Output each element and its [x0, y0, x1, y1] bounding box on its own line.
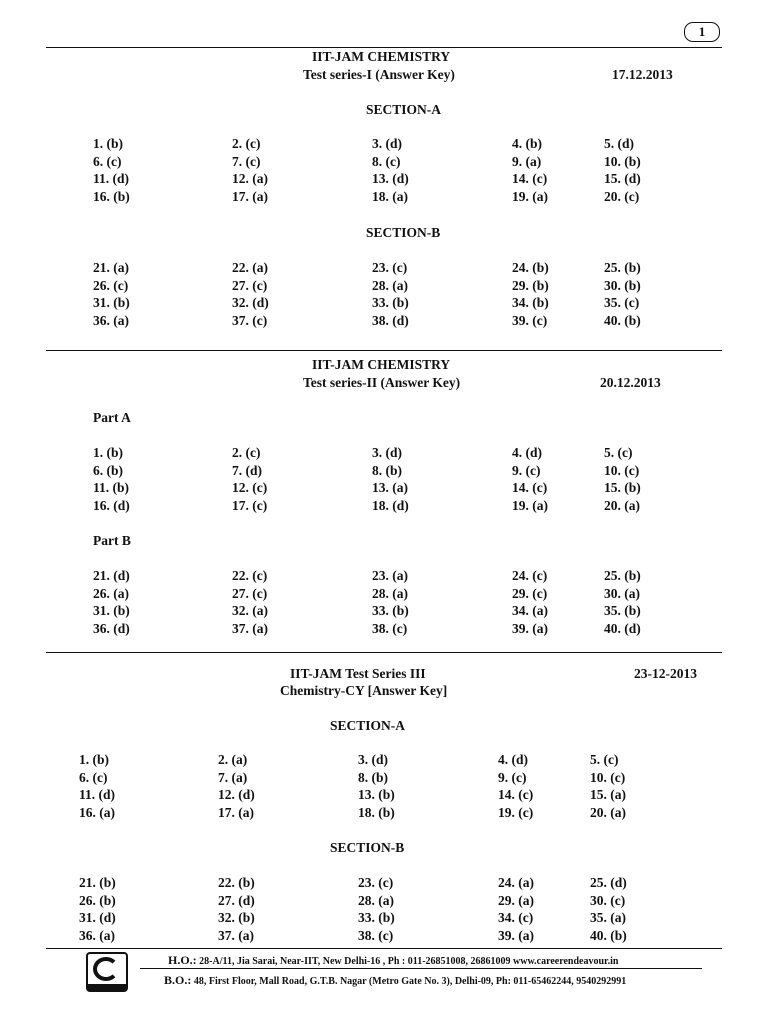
answer-cell: 5. (d): [604, 136, 634, 151]
answer-cell: 25. (b): [604, 568, 641, 583]
answer-cell: 17. (a): [218, 804, 254, 820]
answer-cell: 7. (d): [232, 462, 262, 478]
answer-cell: 40. (b): [590, 927, 627, 943]
answer-cell: 7. (c): [232, 153, 261, 169]
answer-cell: 2. (c): [232, 445, 261, 460]
answer-cell: 10. (c): [604, 462, 640, 478]
answer-cell: 22. (c): [232, 568, 268, 583]
answer-cell: 1. (b): [79, 752, 109, 767]
answer-cell: 13. (a): [372, 480, 408, 495]
block3-title: IIT-JAM Test Series III: [290, 666, 426, 681]
answer-cell: 3. (d): [372, 136, 402, 151]
block3-date: 23-12-2013: [634, 666, 697, 681]
page-number: 1: [684, 22, 720, 42]
answer-cell: 16. (d): [93, 497, 130, 513]
block2-title: IIT-JAM CHEMISTRY: [312, 357, 451, 372]
footer-bo-label: B.O.:: [164, 973, 192, 987]
block1-section-b-label: SECTION-B: [366, 225, 441, 240]
answer-cell: 13. (b): [358, 787, 395, 802]
footer-ho-label: H.O.:: [168, 953, 197, 967]
answer-cell: 26. (a): [93, 585, 129, 601]
answer-cell: 14. (c): [512, 171, 548, 186]
answer-cell: 2. (a): [218, 752, 248, 767]
answer-cell: 34. (a): [512, 603, 548, 618]
answer-cell: 27. (c): [232, 277, 268, 293]
answer-cell: 15. (d): [604, 171, 641, 186]
answer-cell: 11. (d): [79, 787, 116, 802]
answer-cell: 30. (b): [604, 277, 641, 293]
answer-cell: 39. (c): [512, 312, 548, 328]
answer-cell: 11. (b): [93, 480, 130, 495]
divider: [46, 652, 722, 653]
answer-cell: 31. (d): [79, 910, 116, 925]
answer-cell: 25. (d): [590, 875, 627, 890]
answer-cell: 37. (a): [232, 620, 268, 636]
answer-cell: 6. (b): [93, 462, 123, 478]
answer-cell: 28. (a): [358, 892, 394, 908]
answer-cell: 38. (d): [372, 312, 409, 328]
answer-cell: 33. (b): [372, 603, 409, 618]
answer-cell: 27. (d): [218, 892, 255, 908]
answer-cell: 34. (c): [498, 910, 534, 925]
answer-cell: 29. (a): [498, 892, 534, 908]
answer-cell: 6. (c): [79, 769, 108, 785]
answer-cell: 34. (b): [512, 295, 549, 310]
answer-cell: 18. (a): [372, 188, 408, 204]
block2-part-a-label: Part A: [93, 410, 131, 425]
answer-cell: 16. (b): [93, 188, 130, 204]
answer-cell: 17. (c): [232, 497, 268, 513]
answer-cell: 19. (a): [512, 497, 548, 513]
block1-subtitle: Test series-I (Answer Key): [303, 67, 455, 82]
answer-cell: 31. (b): [93, 295, 130, 310]
answer-cell: 22. (b): [218, 875, 255, 890]
block2-subtitle: Test series-II (Answer Key): [303, 375, 461, 390]
answer-cell: 37. (a): [218, 927, 254, 943]
answer-cell: 14. (c): [498, 787, 534, 802]
block1-title: IIT-JAM CHEMISTRY: [312, 49, 451, 64]
answer-cell: 19. (c): [498, 804, 534, 820]
answer-cell: 36. (a): [79, 927, 115, 943]
answer-cell: 14. (c): [512, 480, 548, 495]
divider: [46, 350, 722, 351]
answer-cell: 29. (c): [512, 585, 548, 601]
answer-cell: 12. (a): [232, 171, 268, 186]
answer-cell: 24. (b): [512, 260, 549, 275]
answer-cell: 6. (c): [93, 153, 122, 169]
answer-cell: 3. (d): [372, 445, 402, 460]
answer-cell: 31. (b): [93, 603, 130, 618]
divider: [46, 47, 722, 48]
answer-cell: 11. (d): [93, 171, 130, 186]
block1-section-a-label: SECTION-A: [366, 102, 442, 117]
footer-divider: [46, 948, 722, 949]
answer-cell: 18. (b): [358, 804, 395, 820]
answer-cell: 16. (a): [79, 804, 115, 820]
answer-cell: 20. (a): [604, 497, 640, 513]
answer-cell: 26. (c): [93, 277, 129, 293]
answer-cell: 23. (a): [372, 568, 408, 583]
answer-cell: 4. (d): [498, 752, 528, 767]
answer-cell: 4. (b): [512, 136, 542, 151]
answer-cell: 33. (b): [358, 910, 395, 925]
answer-cell: 36. (a): [93, 312, 129, 328]
answer-cell: 15. (b): [604, 480, 641, 495]
answer-cell: 38. (c): [372, 620, 408, 636]
answer-cell: 30. (c): [590, 892, 626, 908]
answer-cell: 4. (d): [512, 445, 542, 460]
answer-cell: 21. (d): [93, 568, 130, 583]
answer-cell: 20. (c): [604, 188, 640, 204]
answer-cell: 32. (d): [232, 295, 269, 310]
block1-date: 17.12.2013: [612, 67, 673, 82]
answer-cell: 10. (c): [590, 769, 626, 785]
answer-cell: 35. (a): [590, 910, 626, 925]
answer-cell: 8. (b): [372, 462, 402, 478]
answer-cell: 33. (b): [372, 295, 409, 310]
answer-cell: 9. (c): [498, 769, 527, 785]
answer-cell: 35. (c): [604, 295, 640, 310]
answer-cell: 18. (d): [372, 497, 409, 513]
answer-cell: 26. (b): [79, 892, 116, 908]
answer-cell: 2. (c): [232, 136, 261, 151]
answer-cell: 5. (c): [604, 445, 633, 460]
answer-cell: 8. (b): [358, 769, 388, 785]
footer-head-office: [168, 953, 618, 968]
block3-subtitle: Chemistry-CY [Answer Key]: [280, 683, 448, 698]
block2-part-b-label: Part B: [93, 533, 131, 548]
answer-cell: 40. (d): [604, 620, 641, 636]
block3-section-b-label: SECTION-B: [330, 840, 405, 855]
answer-cell: 9. (a): [512, 153, 542, 169]
answer-cell: 25. (b): [604, 260, 641, 275]
answer-cell: 27. (c): [232, 585, 268, 601]
answer-cell: 1. (b): [93, 136, 123, 151]
answer-cell: 21. (b): [79, 875, 116, 890]
answer-cell: 10. (b): [604, 153, 641, 169]
answer-cell: 20. (a): [590, 804, 626, 820]
answer-cell: 39. (a): [512, 620, 548, 636]
footer-inner-divider: [140, 968, 702, 969]
answer-cell: 23. (c): [372, 260, 408, 275]
answer-cell: 1. (b): [93, 445, 123, 460]
block3-section-a-label: SECTION-A: [330, 718, 406, 733]
answer-cell: 39. (a): [498, 927, 534, 943]
footer-ho-text: 28-A/11, Jia Sarai, Near-IIT, New Delhi-16 , Ph : 011-26851008, 26861009 www.careerendeavour.in: [199, 956, 619, 967]
answer-cell: 32. (a): [232, 603, 268, 618]
answer-cell: 24. (c): [512, 568, 548, 583]
answer-cell: 30. (a): [604, 585, 640, 601]
answer-cell: 7. (a): [218, 769, 248, 785]
footer-branch-office: [164, 973, 626, 988]
answer-cell: 29. (b): [512, 277, 549, 293]
footer-bo-text: 48, First Floor, Mall Road, G.T.B. Nagar (Metro Gate No. 3), Delhi-09, Ph: 011-65462244, 9540292991: [193, 976, 627, 987]
answer-cell: 28. (a): [372, 585, 408, 601]
answer-cell: 23. (c): [358, 875, 394, 890]
answer-cell: 12. (d): [218, 787, 255, 802]
answer-cell: 37. (c): [232, 312, 268, 328]
answer-cell: 17. (a): [232, 188, 268, 204]
answer-cell: 35. (b): [604, 603, 641, 618]
answer-cell: 12. (c): [232, 480, 268, 495]
answer-cell: 19. (a): [512, 188, 548, 204]
answer-cell: 36. (d): [93, 620, 130, 636]
answer-cell: 24. (a): [498, 875, 534, 890]
answer-cell: 32. (b): [218, 910, 255, 925]
answer-cell: 22. (a): [232, 260, 268, 275]
answer-cell: 40. (b): [604, 312, 641, 328]
answer-cell: 28. (a): [372, 277, 408, 293]
answer-cell: 8. (c): [372, 153, 401, 169]
answer-cell: 38. (c): [358, 927, 394, 943]
answer-cell: 5. (c): [590, 752, 619, 767]
answer-cell: 15. (a): [590, 787, 626, 802]
career-endeavour-logo-icon: [86, 952, 128, 992]
block2-date: 20.12.2013: [600, 375, 661, 390]
answer-cell: 13. (d): [372, 171, 409, 186]
answer-cell: 3. (d): [358, 752, 388, 767]
answer-cell: 9. (c): [512, 462, 541, 478]
answer-cell: 21. (a): [93, 260, 129, 275]
